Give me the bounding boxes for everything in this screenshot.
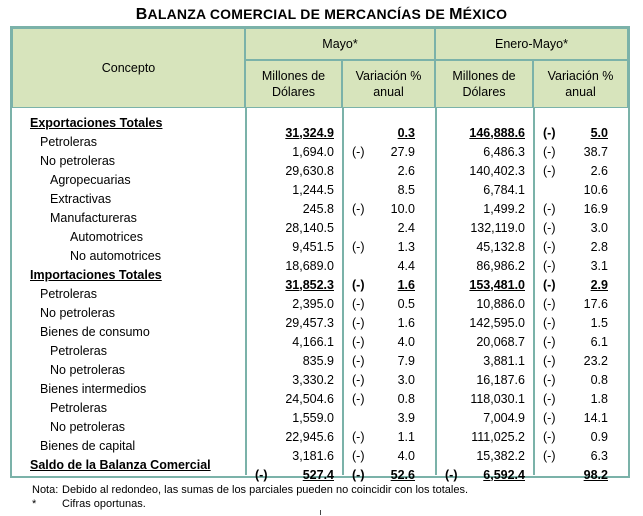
cell-em-variacion <box>533 114 628 140</box>
row-label-text: Agropecuarias <box>50 173 131 187</box>
cell-mayo-variacion <box>342 361 435 387</box>
cell-mayo-variacion <box>342 209 435 235</box>
value: 17.6 <box>583 296 608 311</box>
value: 38.7 <box>583 144 608 159</box>
sign: (-) <box>543 163 556 178</box>
cell-em-variacion <box>533 171 628 197</box>
sign: (-) <box>352 448 365 463</box>
cell-mayo-millones <box>245 418 342 444</box>
value: 3.9 <box>397 410 415 425</box>
cell-em-variacion <box>533 152 628 178</box>
cell-em-variacion <box>533 133 628 159</box>
cell-mayo-millones <box>245 228 342 254</box>
cell-mayo-variacion <box>342 133 435 159</box>
sign: (-) <box>352 296 365 311</box>
table-row <box>12 114 628 133</box>
row-label-text: Petroleras <box>40 135 97 149</box>
cell-em-variacion <box>533 266 628 292</box>
cell-em-millones <box>435 171 533 197</box>
cell-mayo-variacion <box>342 266 435 292</box>
value: 6.3 <box>590 448 608 463</box>
value: 16.9 <box>583 201 608 216</box>
table-row <box>12 228 628 247</box>
cell-mayo-variacion <box>342 456 435 482</box>
cell-em-variacion <box>533 190 628 216</box>
cell-mayo-variacion <box>342 285 435 311</box>
row-label <box>12 152 245 171</box>
value: 7,004.9 <box>483 410 525 425</box>
value: 27.9 <box>390 144 415 159</box>
cell-em-millones <box>435 266 533 292</box>
sign: (-) <box>543 334 556 349</box>
cell-em-variacion <box>533 285 628 311</box>
table-row <box>12 209 628 228</box>
cell-mayo-variacion <box>342 399 435 425</box>
value: 6,486.3 <box>483 144 525 159</box>
cell-em-millones <box>435 152 533 178</box>
cell-em-millones <box>435 399 533 425</box>
cell-mayo-variacion <box>342 380 435 406</box>
value: 16,187.6 <box>476 372 525 387</box>
data-table <box>12 28 628 482</box>
value: 0.8 <box>397 391 415 406</box>
trade-balance-table <box>10 26 630 482</box>
row-label-text: Bienes de consumo <box>40 325 150 339</box>
cell-em-millones <box>435 456 533 482</box>
sign: (-) <box>543 372 556 387</box>
value: 7.9 <box>397 353 415 368</box>
cell-em-variacion <box>533 399 628 425</box>
row-label-text: No petroleras <box>40 306 116 320</box>
value: 9,451.5 <box>292 239 334 254</box>
table-row <box>12 247 628 266</box>
value: 1,244.5 <box>292 182 334 197</box>
sign: (-) <box>352 144 365 159</box>
value: 132,119.0 <box>470 220 525 235</box>
value: 98.2 <box>583 467 608 482</box>
cell-mayo-millones <box>245 209 342 235</box>
cell-em-variacion <box>533 209 628 235</box>
value: 31,852.3 <box>285 277 334 292</box>
value: 111,025.2 <box>471 429 525 444</box>
value: 29,630.8 <box>285 163 334 178</box>
row-label <box>12 418 245 437</box>
value: 1,559.0 <box>292 410 334 425</box>
row-label <box>12 114 245 133</box>
cell-mayo-millones <box>245 437 342 463</box>
row-label <box>12 266 245 285</box>
sign: (-) <box>352 353 365 368</box>
table-row <box>12 342 628 361</box>
row-label <box>12 323 245 342</box>
cell-em-variacion <box>533 304 628 330</box>
sign: (-) <box>255 467 268 482</box>
value: 45,132.8 <box>476 239 525 254</box>
value: 0.3 <box>397 125 415 140</box>
cell-mayo-variacion <box>342 228 435 254</box>
value: 4.0 <box>397 334 415 349</box>
cell-em-millones <box>435 342 533 368</box>
cell-em-millones <box>435 285 533 311</box>
row-label <box>12 133 245 152</box>
asterisk-text: Cifras oportunas. <box>62 498 146 510</box>
row-label-text: Exportaciones Totales <box>30 116 163 130</box>
value: 2.6 <box>590 163 608 178</box>
value: 10.6 <box>583 182 608 197</box>
sign: (-) <box>352 429 365 444</box>
cell-em-variacion <box>533 361 628 387</box>
row-label <box>12 209 245 228</box>
nota-text: Debido al redondeo, las sumas de los parciales pueden no coincidir con los totales. <box>62 484 469 496</box>
value: 18,689.0 <box>285 258 334 273</box>
cell-em-millones <box>435 323 533 349</box>
value: 2,395.0 <box>292 296 334 311</box>
value: 2.9 <box>590 277 608 292</box>
sign: (-) <box>352 372 365 387</box>
value: 22,945.6 <box>285 429 334 444</box>
row-label-text: Extractivas <box>50 192 112 206</box>
value: 1,694.0 <box>292 144 334 159</box>
cell-mayo-millones <box>245 266 342 292</box>
value: 1.8 <box>590 391 608 406</box>
table-row <box>12 304 628 323</box>
value: 245.8 <box>302 201 334 216</box>
header-enero-mayo: Enero-Mayo* <box>435 28 628 60</box>
value: 14.1 <box>583 410 608 425</box>
value: 86,986.2 <box>476 258 525 273</box>
row-label <box>12 456 245 475</box>
row-label-text: Petroleras <box>50 344 107 358</box>
cell-em-variacion <box>533 437 628 463</box>
cell-mayo-millones <box>245 152 342 178</box>
row-label <box>12 437 245 456</box>
row-label-text: No petroleras <box>50 363 126 377</box>
value: 4.4 <box>397 258 415 273</box>
footnotes <box>32 483 468 511</box>
sign: (-) <box>352 277 365 292</box>
cell-em-millones <box>435 209 533 235</box>
table-row <box>12 266 628 285</box>
row-label <box>12 228 245 247</box>
value: 10.0 <box>390 201 415 216</box>
sign: (-) <box>543 144 556 159</box>
table-row <box>12 399 628 418</box>
cell-em-millones <box>435 380 533 406</box>
sign: (-) <box>543 125 556 140</box>
cell-mayo-millones <box>245 171 342 197</box>
cell-em-millones <box>435 361 533 387</box>
value: 4,166.1 <box>292 334 334 349</box>
sign: (-) <box>543 220 556 235</box>
row-label <box>12 380 245 399</box>
value: 835.9 <box>302 353 334 368</box>
row-label-text: Saldo de la Balanza Comercial <box>30 458 211 472</box>
row-label <box>12 171 245 190</box>
table-row <box>12 361 628 380</box>
header-mayo-variacion: Variación % anual <box>342 60 435 108</box>
value: 0.8 <box>590 372 608 387</box>
sign: (-) <box>543 239 556 254</box>
table-row <box>12 437 628 456</box>
cell-em-millones <box>435 418 533 444</box>
sign: (-) <box>543 296 556 311</box>
header-concepto: Concepto <box>12 28 245 108</box>
value: 3.0 <box>397 372 415 387</box>
value: 20,068.7 <box>476 334 525 349</box>
value: 1,499.2 <box>483 201 525 216</box>
cell-mayo-millones <box>245 380 342 406</box>
row-label <box>12 304 245 323</box>
cell-mayo-millones <box>245 304 342 330</box>
cell-mayo-variacion <box>342 342 435 368</box>
cell-mayo-millones <box>245 190 342 216</box>
row-label-text: Bienes intermedios <box>40 382 147 396</box>
cell-mayo-variacion <box>342 304 435 330</box>
cell-mayo-variacion <box>342 418 435 444</box>
value: 2.6 <box>397 163 415 178</box>
value: 15,382.2 <box>476 448 525 463</box>
value: 153,481.0 <box>469 277 525 292</box>
cell-mayo-millones <box>245 456 342 482</box>
table-row <box>12 171 628 190</box>
value: 1.6 <box>397 277 415 292</box>
value: 6,592.4 <box>483 467 525 482</box>
value: 2.4 <box>397 220 415 235</box>
value: 8.5 <box>397 182 415 197</box>
asterisk-label: * <box>32 498 37 510</box>
value: 2.8 <box>590 239 608 254</box>
table-row <box>12 380 628 399</box>
row-label-text: Importaciones Totales <box>30 268 162 282</box>
cell-em-variacion <box>533 456 628 482</box>
table-row <box>12 285 628 304</box>
cell-em-variacion <box>533 247 628 273</box>
cell-mayo-variacion <box>342 114 435 140</box>
cell-em-variacion <box>533 342 628 368</box>
sign: (-) <box>543 448 556 463</box>
value: 142,595.0 <box>469 315 525 330</box>
cell-mayo-millones <box>245 285 342 311</box>
header-mayo: Mayo* <box>245 28 435 60</box>
table-row <box>12 133 628 152</box>
divider-mark <box>320 510 321 515</box>
cell-em-millones <box>435 304 533 330</box>
cell-mayo-millones <box>245 342 342 368</box>
row-label <box>12 361 245 380</box>
value: 29,457.3 <box>285 315 334 330</box>
sign: (-) <box>543 277 556 292</box>
cell-mayo-millones <box>245 247 342 273</box>
value: 4.0 <box>397 448 415 463</box>
table-row <box>12 323 628 342</box>
cell-mayo-millones <box>245 399 342 425</box>
cell-em-variacion <box>533 380 628 406</box>
table-row <box>12 456 628 475</box>
value: 140,402.3 <box>469 163 525 178</box>
sign: (-) <box>445 467 458 482</box>
value: 52.6 <box>390 467 415 482</box>
sign: (-) <box>352 201 365 216</box>
row-label-text: No petroleras <box>50 420 126 434</box>
sign: (-) <box>543 201 556 216</box>
sign: (-) <box>543 258 556 273</box>
value: 527.4 <box>302 467 334 482</box>
value: 3,881.1 <box>483 353 525 368</box>
row-label <box>12 285 245 304</box>
cell-mayo-variacion <box>342 247 435 273</box>
value: 3.0 <box>590 220 608 235</box>
sign: (-) <box>352 239 365 254</box>
cell-em-variacion <box>533 323 628 349</box>
row-label <box>12 342 245 361</box>
header-em-millones: Millones de Dólares <box>435 60 533 108</box>
row-label-text: Petroleras <box>40 287 97 301</box>
cell-mayo-variacion <box>342 171 435 197</box>
cell-mayo-variacion <box>342 152 435 178</box>
nota-label: Nota: <box>32 484 59 496</box>
row-label-text: Manufactureras <box>50 211 137 225</box>
row-label-text: No automotrices <box>70 249 162 263</box>
value: 0.9 <box>590 429 608 444</box>
cell-mayo-variacion <box>342 323 435 349</box>
sign: (-) <box>543 429 556 444</box>
value: 23.2 <box>583 353 608 368</box>
cell-em-millones <box>435 114 533 140</box>
sign: (-) <box>543 353 556 368</box>
sign: (-) <box>352 334 365 349</box>
value: 5.0 <box>590 125 608 140</box>
value: 1.3 <box>397 239 415 254</box>
value: 31,324.9 <box>285 125 334 140</box>
value: 24,504.6 <box>285 391 334 406</box>
table-row <box>12 418 628 437</box>
sign: (-) <box>352 315 365 330</box>
value: 6.1 <box>590 334 608 349</box>
sign: (-) <box>543 391 556 406</box>
sign: (-) <box>352 391 365 406</box>
cell-em-millones <box>435 247 533 273</box>
row-label <box>12 190 245 209</box>
cell-mayo-millones <box>245 133 342 159</box>
value: 146,888.6 <box>469 125 525 140</box>
value: 10,886.0 <box>476 296 525 311</box>
table-row <box>12 152 628 171</box>
row-label <box>12 399 245 418</box>
cell-mayo-millones <box>245 361 342 387</box>
value: 6,784.1 <box>483 182 525 197</box>
sign: (-) <box>543 315 556 330</box>
value: 1.1 <box>397 429 415 444</box>
value: 3,330.2 <box>292 372 334 387</box>
cell-em-millones <box>435 133 533 159</box>
value: 1.5 <box>590 315 608 330</box>
sign: (-) <box>352 467 365 482</box>
row-label-text: Petroleras <box>50 401 107 415</box>
row-label-text: Automotrices <box>70 230 143 244</box>
table-row <box>12 190 628 209</box>
header-em-variacion: Variación % anual <box>533 60 628 108</box>
cell-em-variacion <box>533 418 628 444</box>
value: 118,030.1 <box>470 391 525 406</box>
value: 3,181.6 <box>292 448 334 463</box>
cell-mayo-variacion <box>342 190 435 216</box>
value: 0.5 <box>397 296 415 311</box>
row-label-text: No petroleras <box>40 154 116 168</box>
value: 28,140.5 <box>285 220 334 235</box>
sign: (-) <box>543 410 556 425</box>
cell-mayo-variacion <box>342 437 435 463</box>
page-title: BALANZA COMERCIAL DE MERCANCÍAS DE MÉXICO <box>135 6 508 23</box>
value: 3.1 <box>590 258 608 273</box>
cell-em-millones <box>435 437 533 463</box>
row-label-text: Bienes de capital <box>40 439 136 453</box>
cell-mayo-millones <box>245 323 342 349</box>
cell-em-millones <box>435 228 533 254</box>
cell-mayo-millones <box>245 114 342 140</box>
cell-em-variacion <box>533 228 628 254</box>
header-mayo-millones: Millones de Dólares <box>245 60 342 108</box>
value: 1.6 <box>397 315 415 330</box>
cell-em-millones <box>435 190 533 216</box>
row-label <box>12 247 245 266</box>
